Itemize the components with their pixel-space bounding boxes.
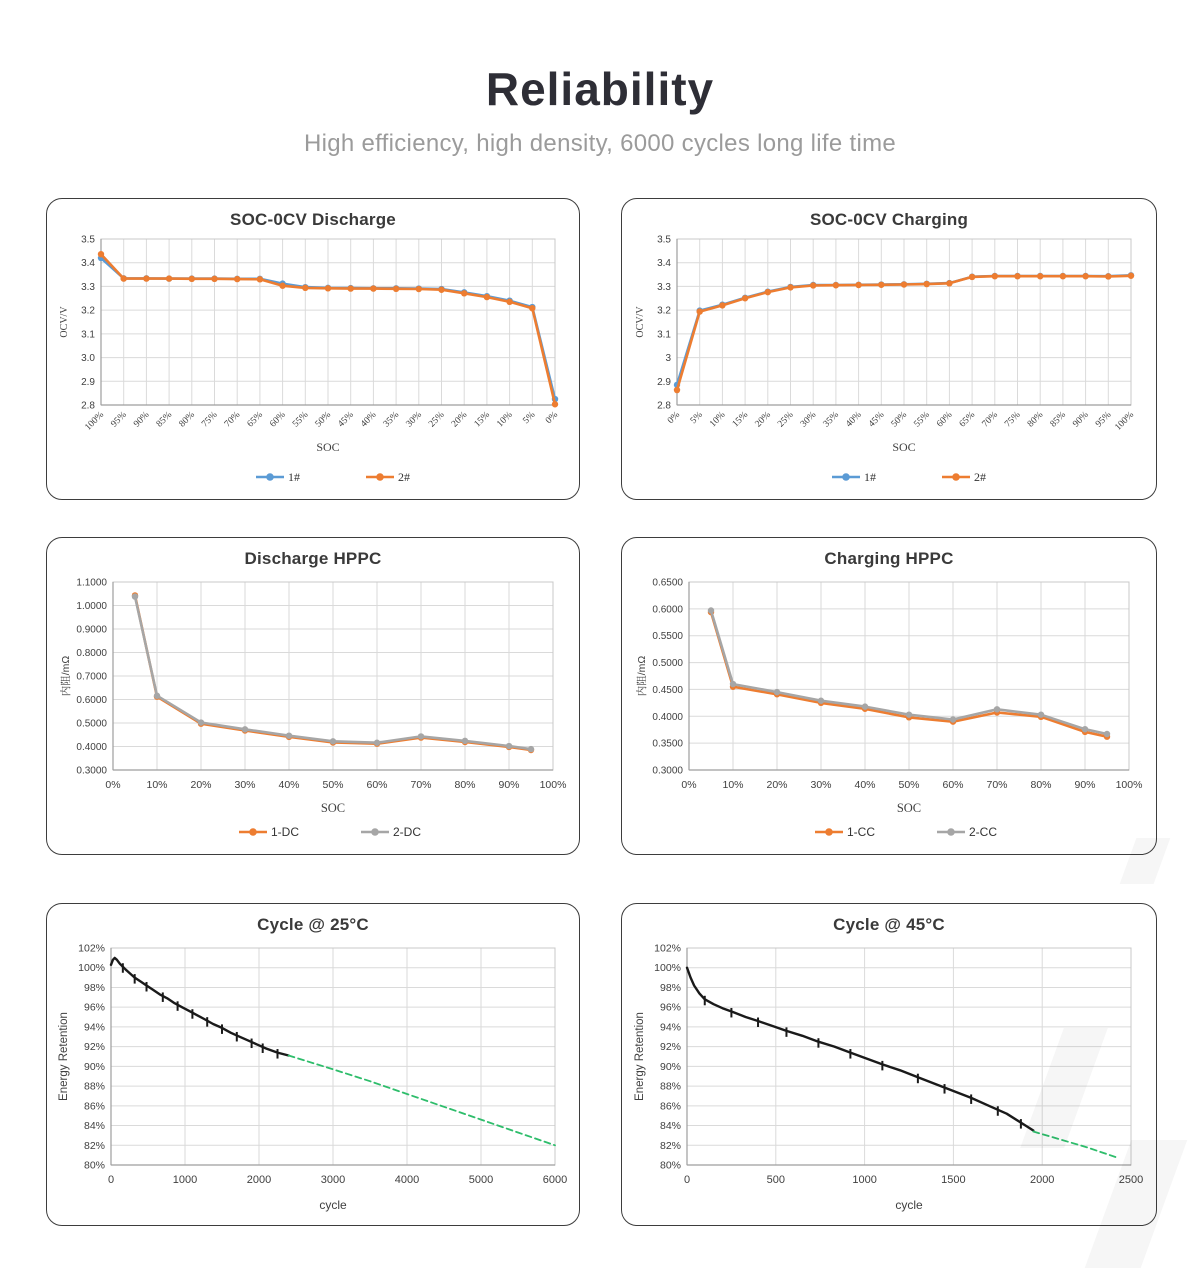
svg-text:0.3000: 0.3000: [652, 765, 683, 777]
chart-card-discharge-hppc: [46, 537, 580, 855]
svg-text:82%: 82%: [659, 1139, 681, 1152]
svg-text:3.4: 3.4: [657, 258, 671, 270]
svg-text:5%: 5%: [521, 410, 538, 427]
svg-text:80%: 80%: [454, 779, 476, 791]
svg-text:65%: 65%: [245, 410, 266, 430]
chart-title: SOC-0CV Discharge: [230, 210, 396, 229]
svg-text:1#: 1#: [864, 470, 876, 484]
svg-text:5000: 5000: [468, 1174, 494, 1186]
svg-text:90%: 90%: [498, 779, 520, 791]
svg-text:50%: 50%: [313, 410, 334, 430]
svg-text:0%: 0%: [681, 779, 697, 791]
svg-text:0.4500: 0.4500: [652, 684, 683, 696]
svg-text:2.8: 2.8: [657, 400, 671, 412]
svg-text:1-DC: 1-DC: [271, 825, 300, 839]
svg-text:90%: 90%: [83, 1060, 105, 1073]
svg-text:SOC: SOC: [316, 440, 340, 454]
chart-title: Cycle @ 25°C: [257, 915, 369, 934]
svg-text:20%: 20%: [449, 410, 470, 430]
svg-text:0.5500: 0.5500: [652, 631, 683, 643]
svg-text:2.9: 2.9: [657, 376, 671, 388]
svg-text:0.7000: 0.7000: [76, 671, 107, 683]
chart-title: Cycle @ 45°C: [833, 915, 945, 934]
svg-text:70%: 70%: [222, 410, 243, 430]
svg-text:20%: 20%: [190, 779, 212, 791]
svg-text:6000: 6000: [542, 1174, 568, 1186]
svg-text:102%: 102%: [654, 942, 681, 955]
page-title: Reliability: [485, 63, 715, 115]
svg-text:SOC: SOC: [896, 801, 922, 815]
svg-text:30%: 30%: [810, 779, 832, 791]
svg-text:86%: 86%: [659, 1100, 681, 1113]
svg-text:15%: 15%: [472, 410, 493, 430]
svg-text:1.1000: 1.1000: [76, 577, 107, 589]
svg-text:92%: 92%: [83, 1041, 105, 1054]
svg-text:80%: 80%: [1030, 779, 1052, 791]
svg-text:30%: 30%: [234, 779, 256, 791]
svg-text:0: 0: [683, 1174, 691, 1186]
svg-text:2.9: 2.9: [81, 376, 95, 388]
svg-text:2#: 2#: [398, 470, 410, 484]
svg-text:40%: 40%: [844, 410, 864, 430]
svg-text:0.6000: 0.6000: [76, 695, 107, 706]
soc-ocv-discharge-chart: [55, 231, 571, 489]
svg-text:内阻/mΩ: 内阻/mΩ: [60, 655, 72, 697]
svg-text:3.1: 3.1: [657, 329, 671, 341]
svg-text:50%: 50%: [322, 779, 344, 791]
svg-text:3.0: 3.0: [81, 353, 95, 365]
svg-text:80%: 80%: [1025, 410, 1046, 430]
svg-text:0.5000: 0.5000: [76, 718, 107, 730]
svg-text:3: 3: [665, 353, 671, 365]
svg-text:1-CC: 1-CC: [847, 825, 876, 839]
svg-text:0.4000: 0.4000: [76, 742, 107, 753]
svg-text:2#: 2#: [974, 470, 986, 484]
svg-text:3.2: 3.2: [81, 305, 95, 317]
chart-card-cycle-45c: [621, 903, 1157, 1226]
svg-text:2000: 2000: [1029, 1174, 1055, 1186]
svg-text:OCV/V: OCV/V: [59, 306, 70, 338]
svg-text:92%: 92%: [659, 1041, 681, 1054]
svg-text:35%: 35%: [821, 410, 842, 430]
charging-hppc-chart: [631, 570, 1147, 844]
svg-text:96%: 96%: [659, 1001, 681, 1014]
chart-title: Charging HPPC: [824, 549, 954, 568]
svg-text:10%: 10%: [722, 779, 744, 791]
svg-text:35%: 35%: [381, 410, 402, 430]
svg-text:80%: 80%: [177, 410, 197, 430]
svg-text:75%: 75%: [200, 410, 220, 430]
svg-text:95%: 95%: [1094, 410, 1114, 430]
svg-text:cycle: cycle: [895, 1198, 923, 1212]
svg-text:3.5: 3.5: [81, 234, 95, 246]
chart-card-soc-ocv-charging: [621, 198, 1157, 500]
svg-text:94%: 94%: [659, 1021, 681, 1034]
svg-text:10%: 10%: [146, 779, 168, 791]
svg-text:5%: 5%: [688, 410, 705, 427]
svg-text:0.6500: 0.6500: [652, 577, 683, 589]
svg-text:100%: 100%: [539, 779, 567, 791]
svg-text:OCV/V: OCV/V: [635, 306, 646, 338]
svg-text:0.5000: 0.5000: [652, 658, 683, 670]
svg-text:40%: 40%: [278, 779, 300, 791]
svg-text:2.8: 2.8: [81, 400, 95, 412]
svg-text:2500: 2500: [1118, 1174, 1144, 1186]
svg-text:15%: 15%: [730, 410, 751, 430]
svg-text:102%: 102%: [78, 942, 105, 955]
svg-text:100%: 100%: [1115, 779, 1143, 791]
svg-text:55%: 55%: [912, 410, 932, 430]
svg-text:cycle: cycle: [319, 1198, 347, 1212]
svg-text:3.2: 3.2: [657, 305, 671, 317]
page-header: [0, 62, 1200, 158]
svg-text:0: 0: [107, 1174, 115, 1186]
svg-text:60%: 60%: [942, 779, 964, 791]
chart-title: Discharge HPPC: [244, 549, 382, 568]
svg-text:70%: 70%: [410, 779, 432, 791]
svg-text:SOC: SOC: [320, 801, 346, 815]
svg-text:0%: 0%: [666, 410, 683, 427]
svg-text:60%: 60%: [935, 410, 955, 430]
cycle-45c-chart: [631, 936, 1147, 1217]
svg-text:100%: 100%: [83, 410, 107, 433]
svg-text:20%: 20%: [766, 779, 788, 791]
discharge-hppc-chart: [55, 570, 571, 844]
chart-card-cycle-25c: [46, 903, 580, 1226]
svg-text:Energy Retention: Energy Retention: [58, 1012, 70, 1101]
svg-text:94%: 94%: [83, 1021, 105, 1034]
chart-card-soc-ocv-discharge: [46, 198, 580, 500]
svg-text:85%: 85%: [1048, 410, 1069, 430]
svg-text:0.8000: 0.8000: [76, 648, 107, 659]
svg-text:55%: 55%: [291, 410, 311, 430]
svg-text:75%: 75%: [1003, 410, 1023, 430]
chart-card-charging-hppc: [621, 537, 1157, 855]
svg-text:100%: 100%: [654, 962, 681, 975]
svg-text:1000: 1000: [852, 1174, 877, 1186]
svg-text:70%: 70%: [986, 779, 1008, 791]
svg-text:50%: 50%: [889, 410, 910, 430]
chart-title: SOC-0CV Charging: [809, 210, 969, 229]
svg-text:80%: 80%: [659, 1159, 681, 1172]
svg-text:98%: 98%: [659, 981, 681, 994]
svg-text:65%: 65%: [957, 410, 978, 430]
svg-text:86%: 86%: [83, 1100, 105, 1113]
svg-text:3.1: 3.1: [81, 329, 95, 341]
svg-text:80%: 80%: [83, 1159, 105, 1172]
soc-ocv-charging-chart: [631, 231, 1147, 489]
cycle-25c-chart: [55, 936, 571, 1217]
svg-text:0.9000: 0.9000: [76, 624, 107, 636]
svg-text:25%: 25%: [776, 410, 796, 430]
svg-text:内阻/mΩ: 内阻/mΩ: [636, 655, 648, 697]
svg-text:0.4000: 0.4000: [652, 711, 683, 723]
svg-text:100%: 100%: [78, 962, 105, 975]
svg-text:3.4: 3.4: [81, 258, 95, 270]
svg-text:20%: 20%: [753, 410, 773, 430]
svg-text:96%: 96%: [83, 1001, 105, 1014]
svg-text:85%: 85%: [154, 410, 175, 430]
svg-text:1#: 1#: [288, 470, 300, 484]
svg-text:1500: 1500: [941, 1174, 966, 1186]
svg-text:0.6000: 0.6000: [652, 604, 683, 616]
svg-text:88%: 88%: [659, 1080, 681, 1093]
svg-text:60%: 60%: [268, 410, 288, 430]
svg-text:1.0000: 1.0000: [76, 601, 107, 612]
svg-text:Energy Retention: Energy Retention: [634, 1012, 646, 1101]
svg-text:88%: 88%: [83, 1080, 105, 1093]
svg-text:3000: 3000: [320, 1174, 346, 1186]
svg-text:3.3: 3.3: [657, 281, 671, 293]
svg-text:82%: 82%: [83, 1139, 105, 1152]
svg-text:70%: 70%: [980, 410, 1000, 430]
svg-text:50%: 50%: [898, 779, 920, 791]
svg-text:45%: 45%: [336, 410, 356, 430]
svg-text:100%: 100%: [1113, 410, 1137, 433]
svg-text:84%: 84%: [659, 1120, 681, 1133]
svg-text:0.3500: 0.3500: [652, 738, 683, 750]
svg-text:98%: 98%: [83, 981, 105, 994]
svg-text:3.5: 3.5: [657, 234, 671, 246]
svg-text:40%: 40%: [359, 410, 379, 430]
svg-text:SOC: SOC: [892, 440, 916, 454]
svg-text:30%: 30%: [798, 410, 819, 430]
svg-text:45%: 45%: [867, 410, 887, 430]
svg-text:500: 500: [766, 1174, 785, 1186]
svg-text:1000: 1000: [172, 1174, 198, 1186]
svg-text:95%: 95%: [109, 410, 129, 430]
svg-text:0%: 0%: [105, 779, 121, 791]
svg-text:0%: 0%: [544, 410, 561, 427]
svg-text:90%: 90%: [1071, 410, 1091, 430]
page-subtitle: High efficiency, high density, 6000 cycles long life time: [303, 130, 897, 157]
svg-text:4000: 4000: [394, 1174, 420, 1186]
svg-text:10%: 10%: [495, 410, 515, 430]
svg-text:84%: 84%: [83, 1120, 105, 1133]
svg-text:60%: 60%: [366, 779, 388, 791]
svg-text:90%: 90%: [132, 410, 152, 430]
svg-text:2000: 2000: [246, 1174, 272, 1186]
svg-text:40%: 40%: [854, 779, 876, 791]
svg-text:90%: 90%: [1074, 779, 1096, 791]
svg-text:30%: 30%: [404, 410, 424, 430]
svg-text:90%: 90%: [659, 1060, 681, 1073]
svg-text:3.3: 3.3: [81, 281, 95, 293]
svg-text:10%: 10%: [708, 410, 728, 430]
svg-text:25%: 25%: [427, 410, 447, 430]
svg-text:2-CC: 2-CC: [969, 825, 998, 839]
svg-text:0.3000: 0.3000: [76, 765, 107, 777]
svg-text:2-DC: 2-DC: [393, 825, 422, 839]
